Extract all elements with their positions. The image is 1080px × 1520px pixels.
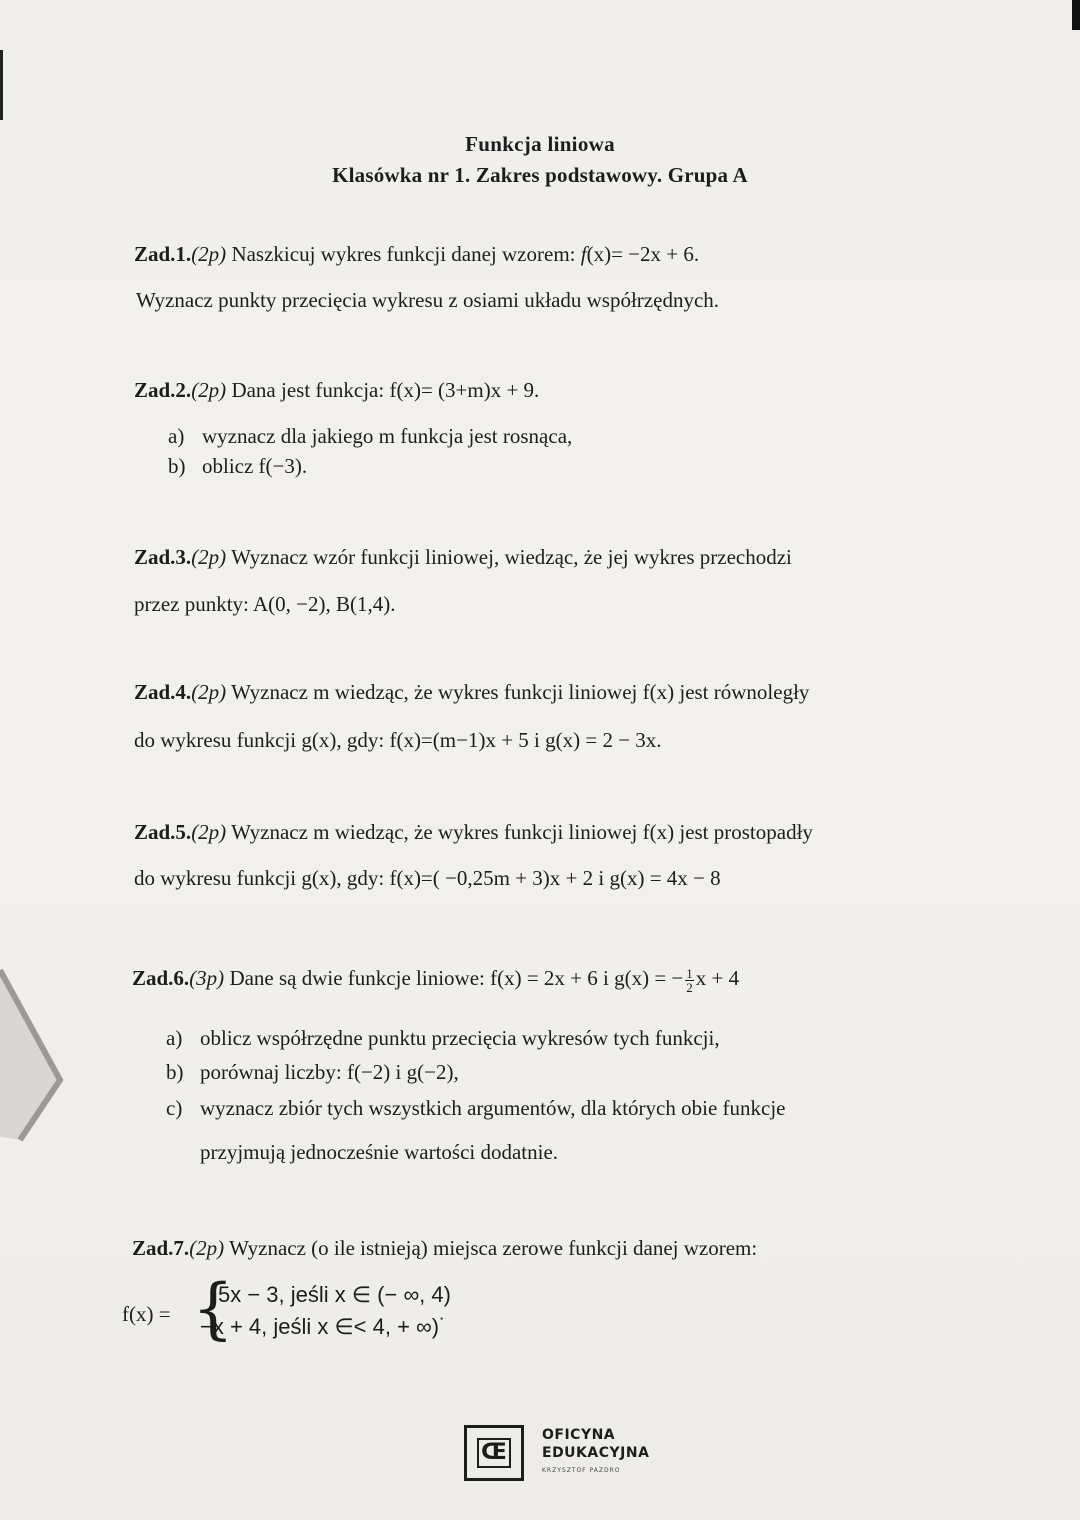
task-6-subitem-b-label: b) [166,1060,184,1084]
task-1-f: f [580,242,587,266]
task-1-text-b: (x)= −2x + 6. [586,242,700,266]
task-6-intro-end: x + 4 [695,966,740,990]
task-5-line-1 [134,820,813,845]
task-5-id: Zad.5. [134,820,192,844]
task-6-subitem-a-text: oblicz współrzędne punktu przecięcia wykresów tych funkcji, [200,1026,720,1050]
task-5-text-1: Wyznacz m wiedząc, że wykres funkcji liniowej f(x) jest prostopadły [231,820,813,844]
task-7-brace: { [192,1270,234,1347]
task-7-piecewise-formula [122,1270,542,1350]
task-6-fraction [685,967,694,994]
task-3-line-1 [134,545,792,570]
task-1-points: (2p) [191,242,227,266]
task-2-subitem-a-label: a) [168,424,185,448]
scan-corner-mark [1072,0,1080,30]
task-7-id: Zad.7. [132,1236,190,1260]
task-2-intro: Dana jest funkcja: f(x)= (3+m)x + 9. [231,378,540,402]
logo-text-line-1: OFICYNA [542,1427,616,1443]
task-3-points: (2p) [191,545,227,569]
task-6-fraction-denominator: 2 [686,979,693,995]
task-7-points: (2p) [189,1236,225,1260]
task-6-subitem-a [166,1026,720,1051]
task-6-subitem-c-label: c) [166,1096,183,1120]
task-6-points: (3p) [189,966,225,990]
task-2-subitem-b-text: oblicz f(−3). [202,454,308,478]
task-1-text-a: Naszkicuj wykres funkcji danej wzorem: [231,242,581,266]
task-1-id: Zad.1. [134,242,192,266]
task-2-subitem-b-label: b) [168,454,186,478]
task-2-points: (2p) [191,378,227,402]
task-2-line-1 [134,378,539,403]
task-2-id: Zad.2. [134,378,192,402]
task-3-text-1: Wyznacz wzór funkcji liniowej, wiedząc, że jej wykres przechodzi [231,545,792,569]
task-6-intro: Dane są dwie funkcje liniowe: f(x) = 2x + 6 i g(x) = − [229,966,684,990]
task-4-line-1 [134,680,809,705]
task-2-subitem-a [168,424,572,449]
task-7-case-2: −x + 4, jeśli x ∈< 4, + ∞)˙ [200,1314,447,1339]
task-6-line-1 [132,966,739,994]
task-7-case-1: 5x − 3, jeśli x ∈ (− ∞, 4) [218,1282,451,1307]
task-5-points: (2p) [191,820,227,844]
binder-clip-shadow [0,950,70,1150]
task-6-id: Zad.6. [132,966,190,990]
task-6-subitem-b-text: porównaj liczby: f(−2) i g(−2), [200,1060,459,1084]
task-4-text-1: Wyznacz m wiedząc, że wykres funkcji liniowej f(x) jest równoległy [231,680,810,704]
task-6-fraction-numerator: 1 [686,965,693,981]
document-title: Funkcja liniowa [465,132,615,156]
task-6-subitem-b [166,1060,459,1085]
task-3-line-2: przez punkty: A(0, −2), B(1,4). [134,592,396,616]
task-1-line-2: Wyznacz punkty przecięcia wykresu z osiami układu współrzędnych. [136,288,720,312]
task-2-subitem-b [168,454,307,479]
scan-edge-mark [0,50,3,120]
task-6-continuation: przyjmują jednocześnie wartości dodatnie. [200,1140,559,1164]
task-4-points: (2p) [191,680,227,704]
task-4-line-2: do wykresu funkcji g(x), gdy: f(x)=(m−1)x + 5 i g(x) = 2 − 3x. [134,728,662,752]
logo-text-line-2: EDUKACYJNA [542,1445,650,1461]
publisher-logo [464,1425,684,1485]
task-7-fx-label: f(x) = [122,1302,171,1326]
task-6-subitem-a-label: a) [166,1026,183,1050]
task-7-intro: Wyznacz (o ile istnieją) miejsca zerowe funkcji danej wzorem: [229,1236,758,1260]
logo-text-line-3: KRZYSZTOF PAZDRO [542,1467,621,1474]
task-5-line-2: do wykresu funkcji g(x), gdy: f(x)=( −0,25m + 3)x + 2 i g(x) = 4x − 8 [134,866,721,890]
task-3-id: Zad.3. [134,545,192,569]
task-1-line-1 [134,242,699,267]
logo-frame [464,1425,524,1481]
task-2-subitem-a-text: wyznacz dla jakiego m funkcja jest rosnąca, [202,424,573,448]
task-7-line-1 [132,1236,757,1261]
task-6-subitem-c-text: wyznacz zbiór tych wszystkich argumentów, dla których obie funkcje [200,1096,786,1120]
logo-oe-mark: Œ [477,1438,511,1468]
task-6-subitem-c [166,1096,785,1121]
task-4-id: Zad.4. [134,680,192,704]
document-subtitle: Klasówka nr 1. Zakres podstawowy. Grupa A [332,163,748,187]
